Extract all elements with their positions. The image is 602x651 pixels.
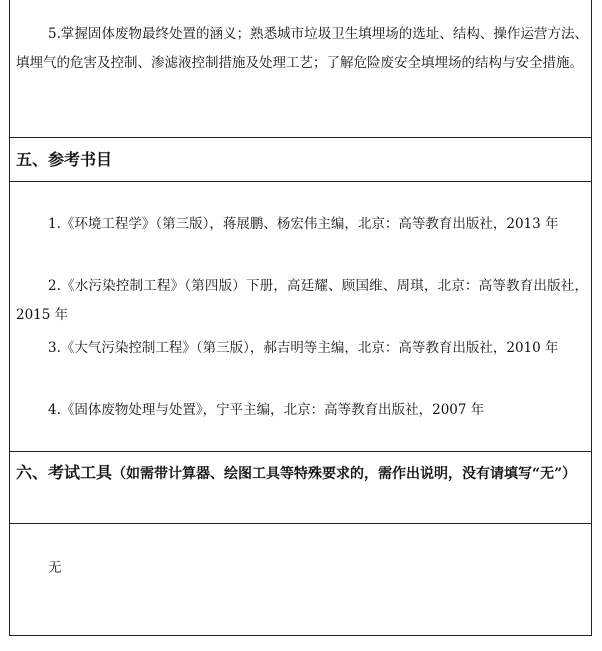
references-heading: 五、参考书目 — [16, 150, 113, 169]
reference-book-2: 2.《水污染控制工程》（第四版）下册，高廷耀、顾国维、周琪，北京：高等教育出版社，2015 年 — [16, 278, 588, 323]
exam-tools-answer: 无 — [48, 560, 62, 576]
row-divider — [9, 635, 592, 636]
reference-book-1: 1.《环境工程学》（第三版），蒋展鹏、杨宏伟主编，北京：高等教育出版社，2013 年 — [48, 216, 559, 232]
row-divider — [9, 451, 592, 452]
row-divider — [9, 181, 592, 182]
reference-book-4: 4.《固体废物处理与处置》，宁平主编，北京：高等教育出版社，2007 年 — [48, 402, 485, 418]
exam-tools-title: 六、考试工具 — [16, 463, 113, 482]
row-divider — [9, 523, 592, 524]
reference-book-3: 3.《大气污染控制工程》（第三版），郝吉明等主编，北京：高等教育出版社，2010 年 — [48, 340, 559, 356]
exam-tools-heading — [16, 459, 588, 488]
exam-tools-note: （如需带计算器、绘图工具等特殊要求的，需作出说明，没有请填写“无”） — [112, 466, 577, 482]
objective-item-5: 5.掌握固体废物最终处置的涵义；熟悉城市垃圾卫生填埋场的选址、结构、操作运营方法、填埋气的危害及控制、渗滤液控制措施及处理工艺；了解危险废安全填埋场的结构与安全措施。 — [16, 26, 588, 71]
row-divider — [9, 137, 592, 138]
